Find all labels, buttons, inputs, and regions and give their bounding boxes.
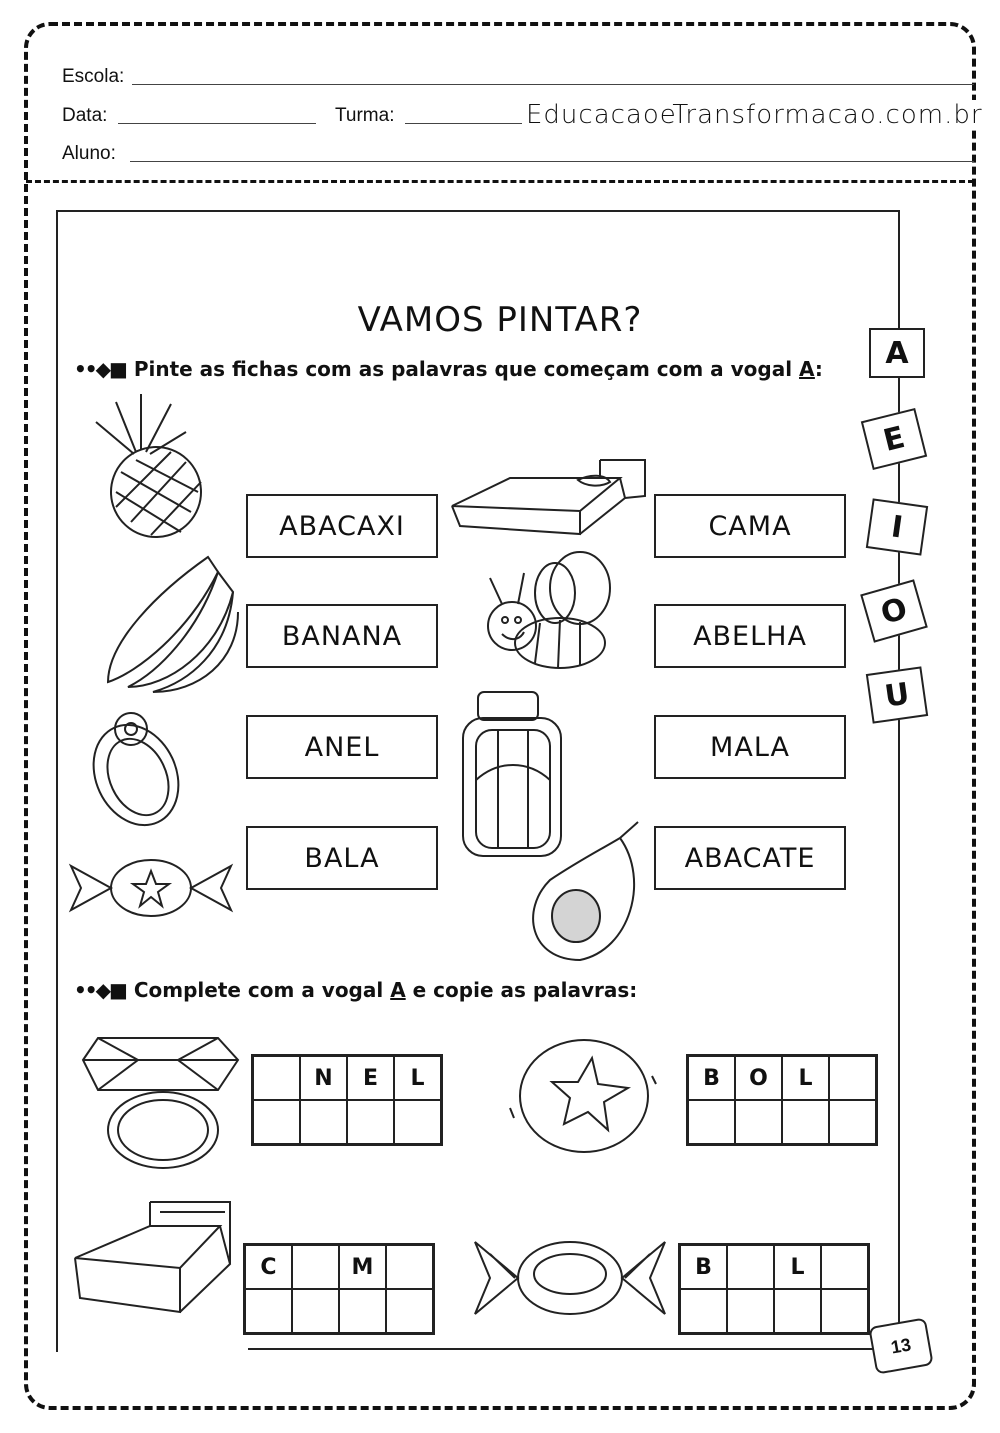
- word-card[interactable]: ANEL: [246, 715, 438, 779]
- data-label: Data:: [62, 105, 108, 126]
- grid-cell[interactable]: B: [688, 1056, 735, 1100]
- grid-cell[interactable]: L: [774, 1245, 821, 1289]
- vowel-tile-a: A: [869, 328, 925, 378]
- page-title: VAMOS PINTAR?: [357, 300, 643, 340]
- grid-cell[interactable]: C: [245, 1245, 292, 1289]
- grid-cell[interactable]: [386, 1289, 433, 1333]
- letter-grid: [678, 1243, 870, 1335]
- turma-label: Turma:: [335, 105, 395, 126]
- grid-cell[interactable]: [292, 1289, 339, 1333]
- aluno-field[interactable]: [130, 161, 974, 162]
- letter-grid: [243, 1243, 435, 1335]
- grid-cell[interactable]: [386, 1245, 433, 1289]
- grid-cell[interactable]: [292, 1245, 339, 1289]
- arrow-icon: ••◆■: [74, 978, 126, 1002]
- word-card[interactable]: MALA: [654, 715, 846, 779]
- arrow-icon: ••◆■: [74, 357, 126, 381]
- grid-cell[interactable]: [680, 1289, 727, 1333]
- grid-cell[interactable]: [245, 1289, 292, 1333]
- word-card[interactable]: ABACATE: [654, 826, 846, 890]
- grid-cell[interactable]: [339, 1289, 386, 1333]
- grid-cell[interactable]: [253, 1100, 300, 1144]
- grid-cell[interactable]: M: [339, 1245, 386, 1289]
- pineapple-icon: [86, 392, 212, 542]
- escola-field[interactable]: [132, 84, 974, 85]
- grid-cell[interactable]: [829, 1056, 876, 1100]
- letter-grid: [686, 1054, 878, 1146]
- bed-icon: [70, 1198, 236, 1320]
- grid-cell[interactable]: [735, 1100, 782, 1144]
- ring-icon: [86, 705, 192, 831]
- grid-cell[interactable]: [829, 1100, 876, 1144]
- grid-cell[interactable]: L: [782, 1056, 829, 1100]
- grid-cell[interactable]: [821, 1289, 868, 1333]
- grid-cell[interactable]: O: [735, 1056, 782, 1100]
- letter-grid: [251, 1054, 443, 1146]
- word-card[interactable]: BALA: [246, 826, 438, 890]
- page-number: 13: [868, 1317, 933, 1374]
- grid-cell[interactable]: [300, 1100, 347, 1144]
- worksheet-frame-bottom: [248, 1348, 888, 1350]
- candy-icon: [66, 846, 236, 926]
- ball-icon: [504, 1036, 664, 1156]
- avocado-icon: [520, 820, 644, 966]
- grid-cell[interactable]: [347, 1100, 394, 1144]
- candy-icon: [470, 1232, 670, 1326]
- instruction-1-vowel: A: [799, 357, 815, 381]
- word-card[interactable]: ABACAXI: [246, 494, 438, 558]
- data-field[interactable]: [118, 123, 316, 124]
- grid-cell[interactable]: [394, 1100, 441, 1144]
- escola-label: Escola:: [62, 66, 125, 87]
- vowel-tile-u: U: [866, 666, 928, 723]
- grid-cell[interactable]: [253, 1056, 300, 1100]
- grid-cell[interactable]: E: [347, 1056, 394, 1100]
- instruction-2: [74, 978, 637, 1002]
- grid-cell[interactable]: [727, 1245, 774, 1289]
- site-watermark: EducacaoeTransformacao.com.br: [522, 100, 987, 130]
- grid-cell[interactable]: B: [680, 1245, 727, 1289]
- word-card[interactable]: ABELHA: [654, 604, 846, 668]
- grid-cell[interactable]: [774, 1289, 821, 1333]
- vowel-tile-e: E: [861, 408, 927, 470]
- word-card[interactable]: BANANA: [246, 604, 438, 668]
- vowel-tile-i: I: [866, 498, 928, 555]
- grid-cell[interactable]: [821, 1245, 868, 1289]
- bee-icon: [480, 548, 626, 674]
- grid-cell[interactable]: L: [394, 1056, 441, 1100]
- grid-cell[interactable]: N: [300, 1056, 347, 1100]
- banana-icon: [98, 552, 240, 694]
- bed-icon: [450, 456, 646, 538]
- vowel-tile-o: O: [860, 579, 928, 642]
- grid-cell[interactable]: [688, 1100, 735, 1144]
- header-separator: [26, 180, 974, 183]
- grid-cell[interactable]: [782, 1100, 829, 1144]
- aluno-label: Aluno:: [62, 143, 116, 164]
- instruction-1: [74, 357, 823, 381]
- instruction-1-colon: :: [814, 357, 823, 381]
- instruction-2-vowel: A: [390, 978, 406, 1002]
- ring-icon: [78, 1030, 242, 1170]
- word-card[interactable]: CAMA: [654, 494, 846, 558]
- instruction-2-text: Complete com a vogal: [133, 978, 391, 1002]
- instruction-1-text: Pinte as fichas com as palavras que começam com a vogal: [133, 357, 800, 381]
- grid-cell[interactable]: [727, 1289, 774, 1333]
- instruction-2-rest: e copie as palavras:: [405, 978, 638, 1002]
